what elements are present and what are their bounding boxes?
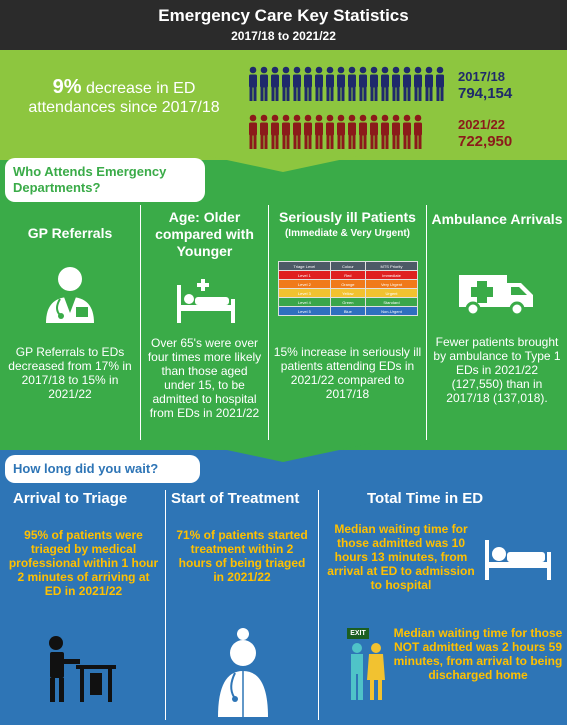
ambulance-body: Fewer patients brought by ambulance to Type 1 EDs in 2021/22 (127,550) than in 2017/18 (137,018). (433, 335, 561, 405)
age-title: Age: Older compared with Younger (155, 209, 254, 259)
hospital-bed-icon (175, 277, 239, 325)
year-2021-label: 2021/22 (458, 117, 505, 132)
triage-row (279, 298, 418, 307)
triage-cell: Very Urgent (366, 280, 418, 289)
triage-table (278, 261, 418, 316)
age-column (140, 205, 268, 440)
total-title: Total Time in ED (367, 490, 484, 507)
triage-cell: Blue (330, 307, 365, 316)
person-icon (303, 66, 313, 102)
attendance-section (0, 50, 567, 160)
gp-referrals-column (0, 205, 140, 440)
person-icon (292, 66, 302, 102)
year-2017-block (458, 68, 512, 102)
person-icon (347, 114, 357, 150)
ill-body: 15% increase in seriously ill patients attending EDs in 2021/22 compared to 2017/18 (273, 345, 422, 401)
chevron-divider (180, 440, 386, 462)
page-subtitle: 2017/18 to 2021/22 (231, 29, 336, 43)
person-icon (303, 114, 313, 150)
desk-clinician-icon (42, 633, 120, 705)
person-icon (413, 114, 423, 150)
person-icon (358, 66, 368, 102)
triage-cell: Standard (366, 298, 418, 307)
chevron-divider (180, 150, 386, 172)
triage-cell: Immediate (366, 271, 418, 280)
triage-cell: Level 4 (279, 298, 331, 307)
treatment-body: 71% of patients started treatment within 2 hours of being triaged in 2021/22 (176, 528, 308, 584)
treatment-title: Start of Treatment (171, 490, 300, 507)
person-icon (336, 66, 346, 102)
people-row-2017 (248, 66, 445, 102)
table-header-cell: Triage Level (279, 262, 331, 271)
table-header-cell: Colour (330, 262, 365, 271)
triage-cell: Level 5 (279, 307, 331, 316)
hospital-bed-icon (483, 534, 555, 582)
doctor-icon (40, 263, 100, 325)
count-2017: 794,154 (458, 85, 513, 102)
triage-body: 95% of patients were triaged by medical professional within 1 hour 2 minutes of arriving at ED in 2021/22 (8, 528, 159, 598)
person-icon (325, 66, 335, 102)
ill-subtitle: (Immediate & Very Urgent) (284, 228, 411, 239)
gp-title: GP Referrals (27, 225, 113, 241)
doctor-icon (216, 625, 270, 719)
triage-cell: Orange (330, 280, 365, 289)
person-icon (270, 114, 280, 150)
arrival-triage-column (0, 490, 165, 725)
person-icon (402, 114, 412, 150)
triage-title: Arrival to Triage (13, 490, 128, 507)
person-icon (380, 66, 390, 102)
triage-row (279, 280, 418, 289)
person-icon (336, 114, 346, 150)
triage-row (279, 307, 418, 316)
person-icon (281, 66, 291, 102)
ill-title: Seriously ill Patients (279, 209, 416, 225)
person-icon (380, 114, 390, 150)
person-icon (314, 66, 324, 102)
attendance-headline: 9% decrease in ED attendances since 2017/18 (28, 76, 220, 116)
triage-cell: Green (330, 298, 365, 307)
person-icon (259, 66, 269, 102)
exit-sign-icon: EXIT (347, 628, 369, 639)
age-body: Over 65's were over four times more likely than those aged under 15, to be admitted to hospital from EDs in 2021/22 (147, 336, 262, 420)
total-not-admitted-body: Median waiting time for those NOT admitted was 2 hours 59 minutes, from arrival to being discharged home (393, 626, 563, 682)
person-icon (325, 114, 335, 150)
start-treatment-column (166, 490, 318, 725)
people-icon (347, 642, 387, 702)
triage-table-header (279, 262, 418, 271)
total-admitted-body: Median waiting time for those admitted was 10 hours 13 minutes, from arrival at ED to admission to hospital (327, 522, 475, 592)
year-2017-label: 2017/18 (458, 69, 505, 84)
person-icon (358, 114, 368, 150)
people-row-2021 (248, 114, 423, 150)
triage-cell: Level 1 (279, 271, 331, 280)
triage-cell: Level 3 (279, 289, 331, 298)
person-icon (435, 66, 445, 102)
person-icon (270, 66, 280, 102)
year-2021-block (458, 116, 512, 150)
person-icon (391, 114, 401, 150)
person-icon (391, 66, 401, 102)
person-icon (292, 114, 302, 150)
triage-cell: Red (330, 271, 365, 280)
ambulance-column (426, 205, 567, 440)
triage-cell: Yellow (330, 289, 365, 298)
person-icon (369, 66, 379, 102)
person-icon (248, 66, 258, 102)
seriously-ill-column (268, 205, 426, 440)
gp-body: GP Referrals to EDs decreased from 17% in 2017/18 to 15% in 2021/22 (8, 345, 132, 401)
triage-cell: Non-Urgent (366, 307, 418, 316)
table-header-cell: MTS Priority (366, 262, 418, 271)
page-title: Emergency Care Key Statistics (158, 6, 409, 25)
person-icon (248, 114, 258, 150)
total-time-column (319, 490, 567, 725)
person-icon (281, 114, 291, 150)
person-icon (347, 66, 357, 102)
ambulance-icon (457, 267, 535, 317)
ambulance-title: Ambulance Arrivals (431, 211, 563, 227)
person-icon (402, 66, 412, 102)
triage-row (279, 289, 418, 298)
person-icon (369, 114, 379, 150)
who-attends-heading: Who Attends Emergency Departments? (5, 158, 205, 202)
count-2021: 722,950 (458, 133, 513, 150)
person-icon (259, 114, 269, 150)
person-icon (413, 66, 423, 102)
person-icon (424, 66, 434, 102)
header (0, 0, 567, 50)
person-icon (314, 114, 324, 150)
triage-row (279, 271, 418, 280)
wait-heading: How long did you wait? (5, 455, 200, 483)
triage-cell: Urgent (366, 289, 418, 298)
triage-cell: Level 2 (279, 280, 331, 289)
